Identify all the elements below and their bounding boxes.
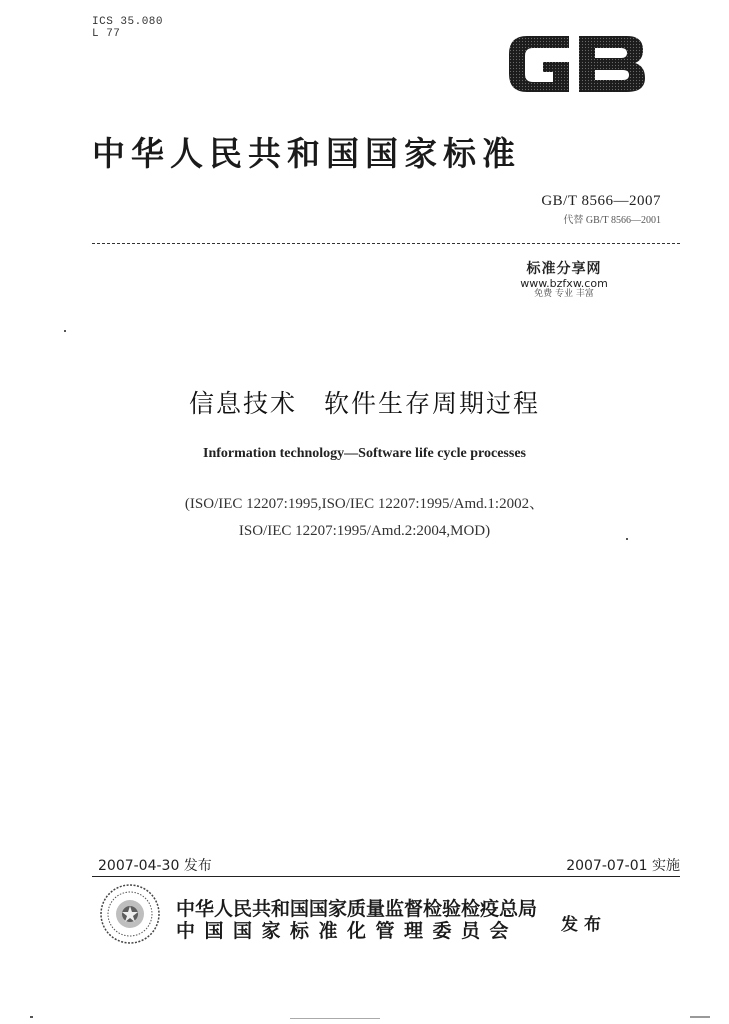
national-standard-title: 中华人民共和国国家标准 [92, 134, 521, 173]
scan-speck [690, 1016, 710, 1018]
scan-speck [290, 1018, 380, 1019]
gb-logo [503, 28, 649, 100]
document-title-en: Information technology—Software life cycle processes [203, 446, 526, 461]
national-emblem-seal [98, 882, 162, 946]
issuer-aqsiq: 中华人民共和国国家质量监督检验检疫总局 [176, 898, 538, 920]
iso-reference-line-1: (ISO/IEC 12207:1995,ISO/IEC 12207:1995/Amd.1:2002、 [184, 496, 545, 512]
effective-date: 2007-07-01 实施 [566, 858, 680, 874]
standard-number: GB/T 8566—2007 [541, 193, 661, 209]
scan-speck [626, 538, 628, 540]
watermark-url: www.bzfxw.com [520, 277, 608, 290]
classification-codes [92, 16, 163, 40]
scan-speck [64, 330, 66, 332]
document-title-cn: 信息技术 软件生存周期过程 [188, 389, 540, 418]
watermark-tagline: 免费 专业 丰富 [534, 289, 594, 299]
footer-divider [92, 876, 680, 877]
iso-reference-line-2: ISO/IEC 12207:1995/Amd.2:2004,MOD) [238, 523, 491, 539]
publish-label: 发布 [561, 915, 607, 935]
standard-number-block [541, 193, 661, 226]
replaces-standard: 代替 GB/T 8566—2001 [563, 215, 661, 226]
issue-date: 2007-04-30 发布 [98, 858, 212, 874]
ics-code: ICS 35.080 [92, 16, 164, 28]
scan-speck [30, 1016, 33, 1018]
watermark-name: 标准分享网 [526, 261, 602, 277]
watermark [505, 258, 623, 299]
issuer-sac: 中国国家标准化管理委员会 [176, 920, 519, 942]
iso-reference [0, 491, 729, 545]
class-code: L 77 [92, 28, 121, 40]
issuing-authorities [176, 898, 537, 942]
header-divider [92, 243, 680, 244]
